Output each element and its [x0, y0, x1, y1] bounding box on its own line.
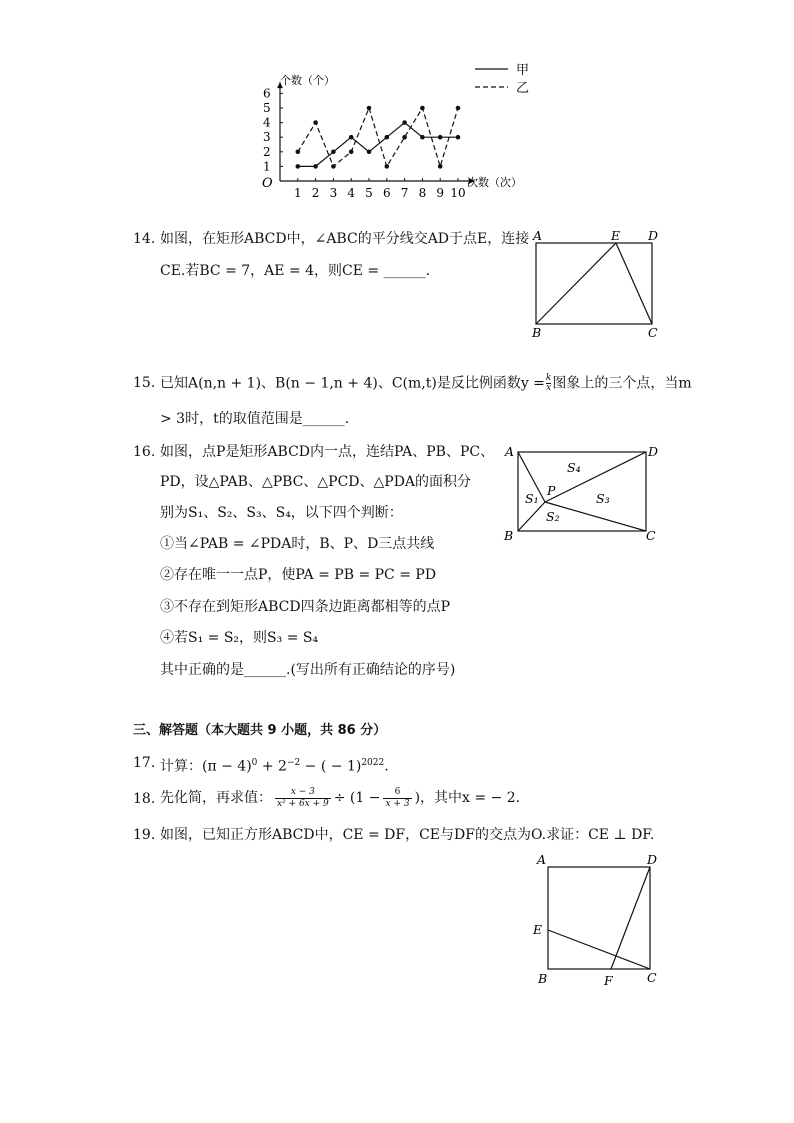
q16-item3: ③不存在到矩形ABCD四条边距离都相等的点P	[160, 599, 451, 615]
data-point	[331, 164, 336, 169]
q18-fraction-2	[383, 787, 411, 810]
y-tick-label: 2	[263, 144, 271, 159]
data-point	[420, 106, 425, 111]
q19-label-c: C	[647, 970, 657, 985]
section3-heading: 三、解答题（本大题共 9 小题，共 86 分）	[133, 723, 387, 738]
x-tick-label: 9	[436, 186, 445, 200]
q18-prefix: 先化简，再求值：	[160, 790, 272, 806]
line-chart	[250, 55, 550, 200]
legend-label-2: 乙	[516, 81, 530, 96]
q19-number: 19.	[133, 827, 156, 843]
q16-item2: ②存在唯一一点P，使PA = PB = PC = PD	[160, 567, 437, 583]
q15-line1-b: 图象上的三个点，当m	[552, 375, 692, 392]
x-tick-label: 1	[293, 186, 302, 200]
q17-sup-m2: −2	[286, 758, 301, 768]
q18-f1-num: x − 3	[275, 787, 331, 799]
y-tick-label: 3	[263, 130, 271, 145]
q17-prefix: 计算：	[160, 758, 202, 775]
q16-label-s2: S₂	[546, 509, 560, 524]
q16-item1: ①当∠PAB = ∠PDA时，B、P、D三点共线	[160, 536, 435, 552]
q18-suffix: )，其中x = − 2.	[414, 790, 521, 806]
data-point	[367, 150, 372, 155]
q14-ce-line	[616, 243, 652, 324]
q16-item4: ④若S₁ = S₂，则S₃ = S₄	[160, 630, 319, 646]
q16-label-s3: S₃	[596, 491, 610, 506]
q19-square	[548, 867, 650, 969]
q16-pc-line	[545, 502, 646, 531]
x-axis-label: 次数（次）	[467, 176, 522, 189]
q19-label-d: D	[647, 852, 658, 867]
data-point	[456, 135, 461, 140]
q14-label-d: D	[648, 228, 659, 243]
data-point	[456, 106, 461, 111]
y-tick-label: 6	[263, 86, 271, 101]
x-tick-label: 7	[400, 186, 409, 200]
origin-label: O	[262, 176, 273, 191]
q14-number: 14.	[133, 231, 156, 247]
q14-line1: 如图，在矩形ABCD中，∠ABC的平分线交AD于点E，连接	[160, 231, 530, 247]
q15-frac-num: k	[545, 373, 552, 383]
q19-label-b: B	[538, 971, 548, 986]
q15-frac-den: x	[546, 383, 552, 393]
q15-number: 15.	[133, 375, 156, 391]
q15-line2: > 3时，t的取值范围是______.	[160, 411, 350, 427]
data-point	[331, 150, 336, 155]
q16-line3: 别为S₁、S₂、S₃、S₄，以下四个判断：	[160, 505, 403, 521]
x-tick-label: 5	[365, 186, 373, 200]
q18-f2-den: x + 3	[385, 798, 410, 809]
q18-expression	[160, 783, 520, 813]
series-line-1	[298, 123, 458, 167]
y-axis-label: 个数（个）	[280, 74, 335, 88]
q16-label-a: A	[505, 444, 515, 459]
data-point	[349, 150, 354, 155]
x-tick-label: 2	[311, 186, 320, 200]
data-point	[296, 164, 301, 169]
data-point	[385, 135, 390, 140]
data-point	[313, 120, 318, 125]
q18-mid: ÷ (1 −	[333, 790, 381, 806]
q16-number: 16.	[133, 444, 156, 460]
q19-label-f: F	[604, 973, 613, 988]
q19-square-figure	[528, 850, 663, 990]
data-point	[385, 164, 390, 169]
q16-label-d: D	[648, 444, 659, 459]
data-point	[296, 150, 301, 155]
q19-label-e: E	[533, 922, 543, 937]
q14-label-c: C	[648, 325, 658, 340]
q19-label-a: A	[537, 852, 547, 867]
q17-expr: (π − 4)	[202, 758, 252, 775]
q16-line2: PD，设△PAB、△PBC、△PCD、△PDA的面积分	[160, 474, 472, 490]
x-tick-label: 6	[382, 186, 391, 200]
q16-label-b: B	[504, 528, 514, 543]
q15-line1-a: 已知A(n,n + 1)、B(n − 1,n + 4)、C(m,t)是反比例函数y =	[160, 375, 545, 392]
q14-line2: CE.若BC = 7，AE = 4，则CE = ______.	[160, 263, 431, 279]
q16-label-p: P	[547, 483, 556, 498]
y-tick-label: 1	[263, 159, 271, 174]
q16-label-s1: S₁	[525, 491, 539, 506]
q14-rectangle-figure	[525, 228, 665, 343]
q17-expression	[160, 754, 389, 776]
q18-fraction-1	[275, 787, 331, 810]
q14-be-line	[536, 243, 616, 324]
q19-df-line	[611, 867, 650, 969]
x-tick-label: 4	[347, 186, 356, 200]
q15-fraction	[546, 374, 551, 393]
q16-line1: 如图，点P是矩形ABCD内一点，连结PA、PB、PC、	[160, 444, 495, 460]
legend-label-1: 甲	[516, 63, 530, 78]
q15-line1	[160, 374, 692, 393]
q17-number: 17.	[133, 755, 156, 771]
data-point	[438, 135, 443, 140]
y-tick-label: 5	[263, 101, 271, 115]
data-point	[313, 164, 318, 169]
q16-pb-line	[518, 502, 545, 531]
q19-text: 如图，已知正方形ABCD中，CE = DF，CE与DF的交点为O.求证：CE ⊥ DF.	[160, 827, 655, 843]
q17-mid1: + 2	[257, 758, 287, 775]
data-point	[402, 120, 407, 125]
data-point	[402, 135, 407, 140]
q18-f1-den: x² + 6x + 9	[277, 798, 329, 809]
q17-sup-0: 0	[251, 758, 258, 768]
q18-f2-num: 6	[383, 787, 411, 799]
q17-mid2: − ( − 1)	[300, 758, 362, 775]
q14-label-a: A	[533, 228, 543, 243]
q18-number: 18.	[133, 791, 156, 807]
data-point	[438, 164, 443, 169]
q17-sup-2022: 2022	[361, 758, 385, 768]
q17-end: .	[384, 758, 389, 775]
data-point	[367, 106, 372, 111]
q16-label-s4: S₄	[567, 460, 581, 475]
q16-rectangle-figure	[500, 440, 665, 550]
q14-label-b: B	[532, 325, 542, 340]
q14-label-e: E	[611, 228, 621, 243]
q16-label-c: C	[646, 528, 656, 543]
data-point	[420, 135, 425, 140]
q16-answer: 其中正确的是______.(写出所有正确结论的序号)	[160, 662, 456, 678]
x-tick-label: 10	[450, 186, 466, 200]
x-tick-label: 8	[418, 186, 427, 200]
x-tick-label: 3	[329, 186, 338, 200]
y-tick-label: 4	[263, 115, 271, 130]
q19-ce-line	[548, 930, 650, 969]
data-point	[349, 135, 354, 140]
